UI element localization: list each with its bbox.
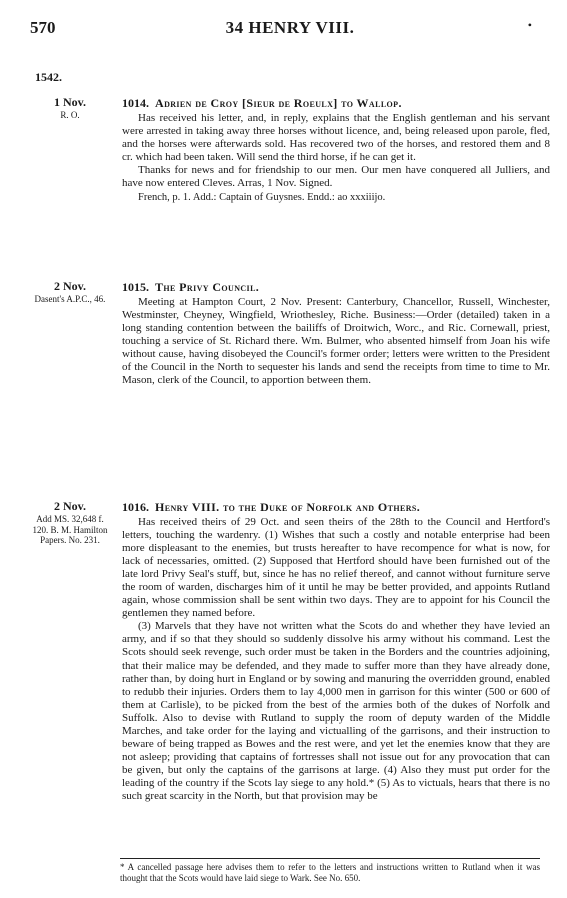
entry-heading (122, 280, 550, 294)
entry-margin (30, 280, 110, 305)
entry-source: R. O. (60, 110, 80, 120)
entry-title: Henry VIII. to the Duke of Norfolk and Others. (155, 500, 421, 514)
entry-date: 2 Nov. (53, 279, 86, 293)
footnote-rule (120, 858, 540, 859)
entry-margin (30, 500, 110, 546)
header-mark: • (527, 18, 532, 32)
entry-bibliographic-note: French, p. 1. Add.: Captain of Guysnes. Endd.: ao xxxiiijo. (138, 192, 386, 204)
entry-paragraph: Has received theirs of 29 Oct. and seen theirs of the 28th to the Council and Hertford's letters, touching the wardenry. (1) Wishes that such a costly and notable enterprise had been more displeasant to the enemies, but trusts hereafter to have recompence for what is now, for lack of necessaries, omitted. (2) Supposed that Hertford should have been furnished out of the late lord Privy Seal's stuff, but, since he has no relief thereof, and cannot without furniture serve the room of warden, discharges him of it until he may be better provided, and appoints Rutland again, whose commission shall be sent within two days. They are to appoint for his Council the gentlemen they named before. (122, 516, 550, 620)
entry-margin (30, 96, 110, 121)
entry-1015 (30, 280, 550, 490)
entry-title: Adrien de Croy [Sieur de Roeulx] to Wallop. (155, 96, 402, 110)
entry-body (122, 96, 550, 204)
entry-title: The Privy Council. (155, 280, 260, 294)
entry-heading (122, 500, 550, 514)
entry-date: 1 Nov. (53, 95, 86, 109)
entry-1016 (30, 500, 550, 850)
entry-body (122, 500, 550, 803)
footnote: * A cancelled passage here advises them to refer to the letters and instructions written to Rutland when it was thought that the Scots would have laid siege to Wark. See No. 650. (120, 862, 540, 883)
year-label: 1542. (35, 70, 62, 84)
entry-paragraph: Has received his letter, and, in reply, explains that the English gentleman and his servant were arrested in taking away three horses without licence, and, being released upon parole, fled, and the horses were afterwards sold. Has recovered two of the horses, and restored them and 8 cr. which had been taken. Will send the third horse, if he can get it. (122, 112, 550, 164)
entry-body (122, 280, 550, 387)
entry-heading (122, 96, 550, 110)
entry-paragraph: (3) Marvels that they have not written what the Scots do and whether they have levied an army, and if so that they should so suddenly dissolve his army without his command. Lest the Scots should seek revenge, such order must be taken in the Borders and the countries adjoining, that their malice may be defended, and they made to suffer more than they have already done, rather than, by doing hurt in England or by sowing and manuring the overridden ground, enabled to redubb their injuries. Orders them to lay 4,000 men in garrison for this winter (500 or 600 of them at Carlisle), to be picked from the best of the armies both of the dukes of Norfolk and Suffolk. Also to devise with Rutland to supply the room of deputy warden of the Middle Marches, and take order for the laying and victualling of the garrisons, and their instruction to beware of being trapped as Bowes and the rest were, and yet let the enemies know that they are not asleep; providing that captains of fortresses shall not issue out for any provocation that can be given, but only the captains of the garrisons at large. (4) Also they must put order for the leading of the country if the Scots lay siege to any hold.* (5) As to victuals, hears that there is no such great scarcity in the North, but that provision may be (122, 620, 550, 802)
entry-source: Add MS. 32,648 f. 120. B. M. Hamilton Papers. No. 231. (32, 514, 108, 545)
running-title: 34 HENRY VIII. (225, 18, 355, 37)
entry-number: 1016. (122, 500, 149, 514)
entry-paragraph: Meeting at Hampton Court, 2 Nov. Present: Canterbury, Chancellor, Russell, Winchester, Westminster, Cheyney, Wingfield, Wriothesley, Riche. Business:—Order (detailed) taken in a long standing contention between the bailiffs of Droitwich, Worc., and Ric. Cornewall, priest, touching a service of St. Richard there. Wm. Bulmer, who absented himself from Joan his wife without cause, having disobeyed the Council's former order; letters were written to the President of the Council in the North to sequester his lands and send the receipts from time to time to Mr. Mason, clerk of the Council, to apportion between them. (122, 296, 550, 387)
entry-1014 (30, 96, 550, 266)
entry-date: 2 Nov. (53, 499, 86, 513)
entry-number: 1014. (122, 96, 149, 110)
entry-paragraph: Thanks for news and for friendship to our men. Our men have conquered all Julliers, and have now entered Cleves. Arras, 1 Nov. Signed. (122, 164, 550, 190)
page-number: 570 (30, 18, 56, 37)
entry-number: 1015. (122, 280, 149, 294)
page-header (30, 18, 550, 40)
entry-source: Dasent's A.P.C., 46. (34, 294, 106, 304)
